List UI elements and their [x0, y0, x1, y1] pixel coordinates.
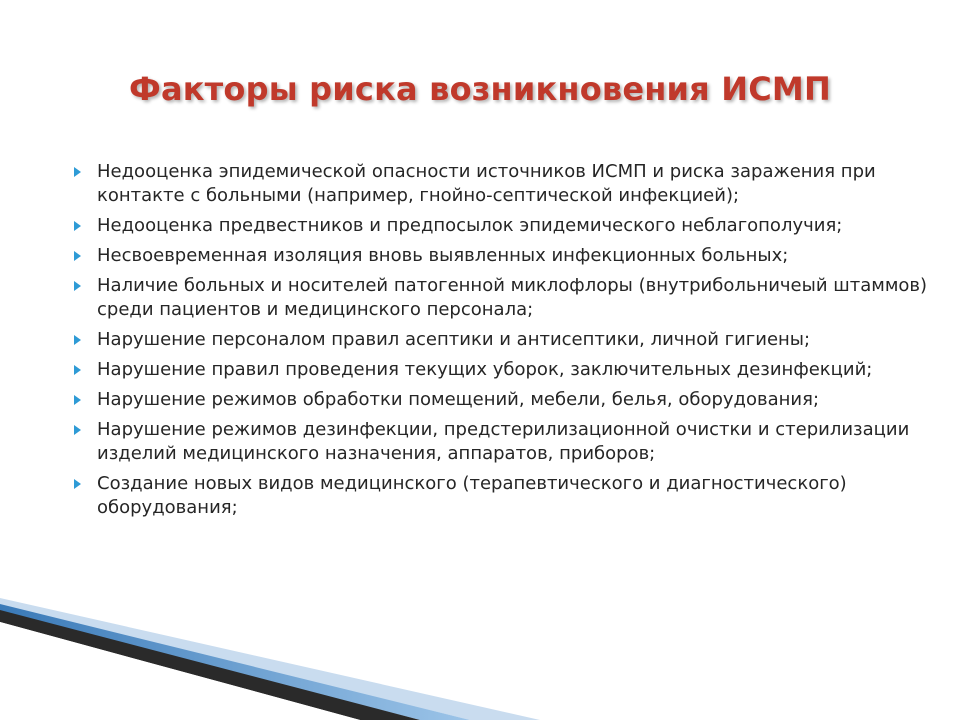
slide-title: Факторы риска возникновения ИСМП — [129, 70, 831, 108]
chevron-right-icon — [72, 278, 84, 294]
list-item — [72, 274, 928, 322]
chevron-right-icon — [72, 476, 84, 492]
bullet-text: Недооценка предвестников и предпосылок эпидемического неблагополучия; — [97, 215, 843, 236]
bullet-text: Недооценка эпидемической опасности источников ИСМП и риска заражения при контакте с больными (например, гнойно-септической инфекцией); — [97, 161, 876, 206]
list-item — [72, 472, 928, 520]
chevron-right-icon — [72, 362, 84, 378]
bullet-text: Нарушение правил проведения текущих уборок, заключительных дезинфекций; — [97, 359, 873, 380]
bullet-list — [72, 160, 928, 526]
chevron-right-icon — [72, 218, 84, 234]
list-item — [72, 160, 928, 208]
bullet-text: Нарушение персоналом правил асептики и антисептики, личной гигиены; — [97, 329, 811, 350]
chevron-right-icon — [72, 422, 84, 438]
bullet-text: Несвоевременная изоляция вновь выявленных инфекционных больных; — [97, 245, 789, 266]
list-item — [72, 418, 928, 466]
bullet-text: Создание новых видов медицинского (терапевтического и диагностического) оборудования; — [97, 473, 847, 518]
list-item — [72, 388, 928, 412]
list-item — [72, 358, 928, 382]
bullet-text: Наличие больных и носителей патогенной миклофлоры (внутрибольничеый штаммов) среди пациентов и медицинского персонала; — [97, 275, 928, 320]
chevron-right-icon — [72, 332, 84, 348]
chevron-right-icon — [72, 392, 84, 408]
list-item — [72, 328, 928, 352]
bullet-text: Нарушение режимов обработки помещений, мебели, белья, оборудования; — [97, 389, 820, 410]
list-item — [72, 214, 928, 238]
chevron-right-icon — [72, 248, 84, 264]
chevron-right-icon — [72, 164, 84, 180]
list-item — [72, 244, 928, 268]
bullet-text: Нарушение режимов дезинфекции, предстерилизационной очистки и стерилизации изделий медицинского назначения, аппаратов, приборов; — [97, 419, 910, 464]
